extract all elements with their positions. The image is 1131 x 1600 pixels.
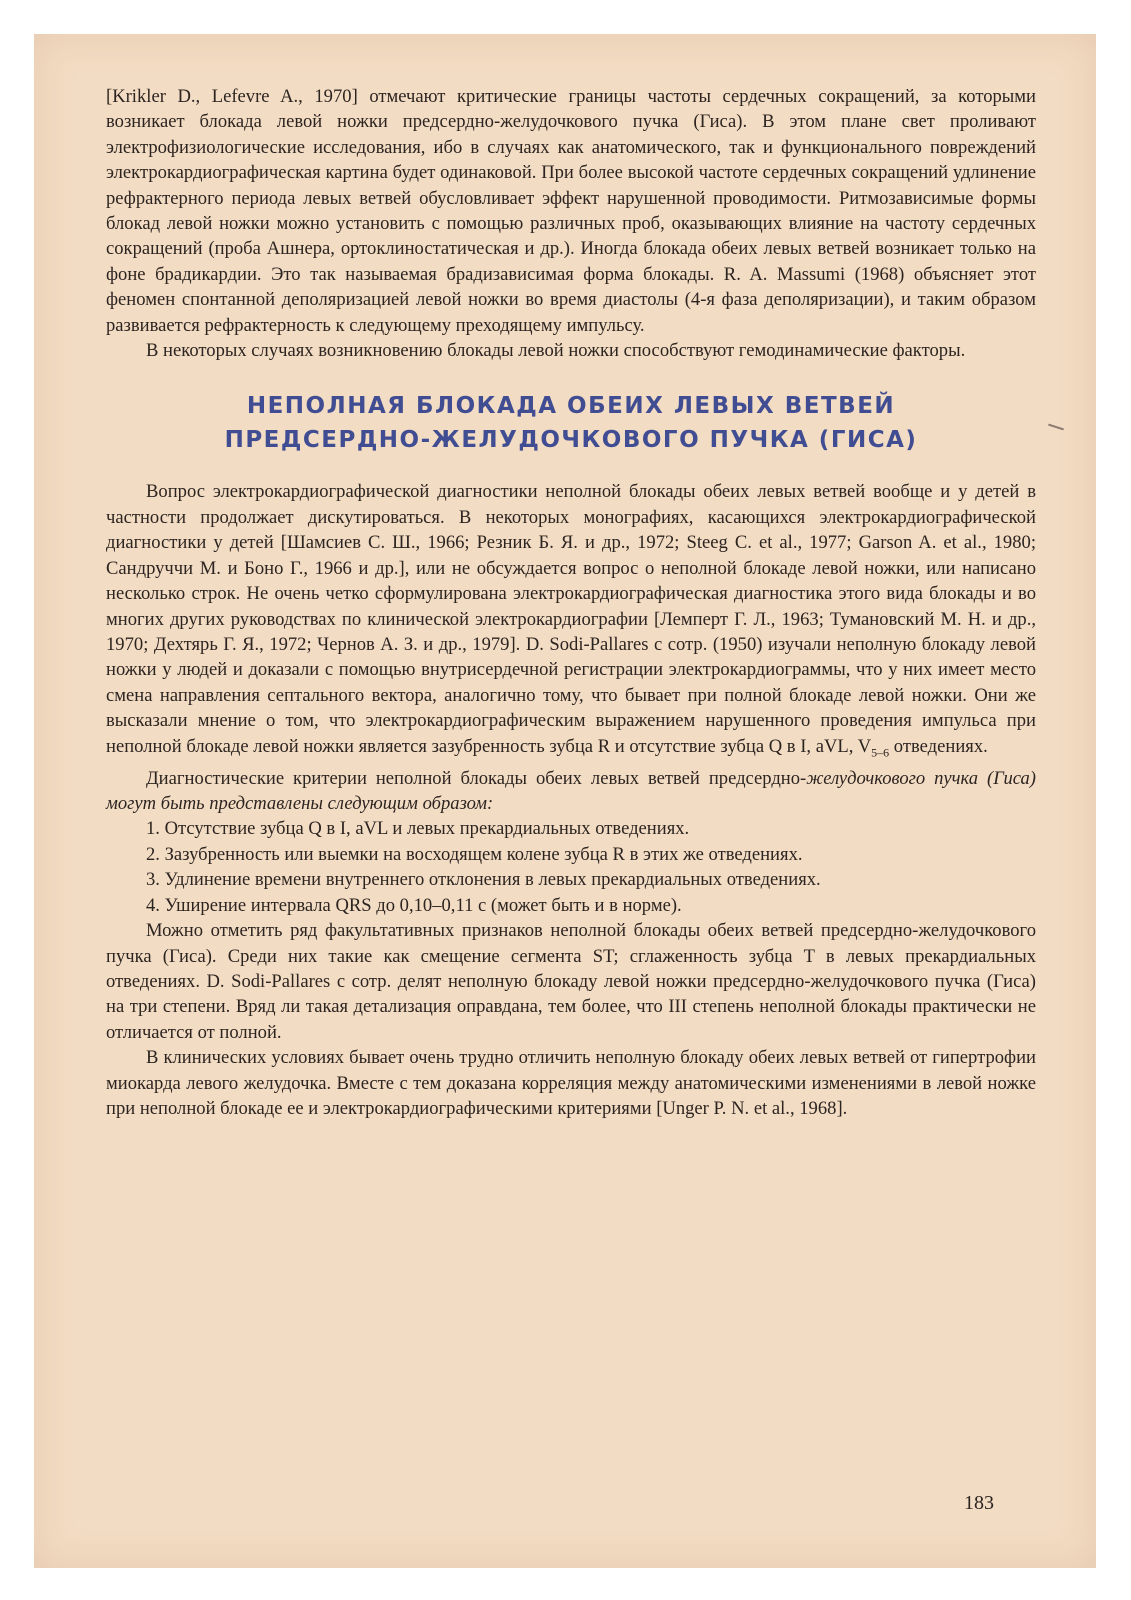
paragraph-optional-signs: Можно отметить ряд факультативных признаков неполной блокады обеих ветвей предсердно-желудочкового пучка (Гиса). Среди них такие как смещение сегмента ST; сглаженность зубца T в левых прекардиальных отведениях. D. Sodi-Pallares с сотр. делят неполную блокаду левой ножки предсердно-желудочкового пучка (Гиса) на три степени. Вряд ли такая детализация оправдана, тем более, что III степень неполной блокады практически не отличается от полной. xyxy=(106,920,1036,1043)
paragraph-diagnostics-tail: отведениях. xyxy=(889,735,988,757)
criterion-2: 2. Зазубренность или выемки на восходящем колене зубца R в этих же отведениях. xyxy=(146,843,803,865)
criterion-1: 1. Отсутствие зубца Q в I, aVL и левых прекардиальных отведениях. xyxy=(146,818,690,840)
section-heading-line-1: НЕПОЛНАЯ БЛОКАДА ОБЕИХ ЛЕВЫХ ВЕТВЕЙ xyxy=(246,393,896,420)
paragraph-hemodynamic: В некоторых случаях возникновению блокады левой ножки способствуют гемодинамические факторы. xyxy=(146,340,966,362)
criteria-intro-italic: желудочкового пучка (Гиса) могут быть представлены следующим образом: xyxy=(106,767,1036,815)
paragraph-diagnostics-text: Вопрос электрокардиографической диагностики неполной блокады обеих левых ветвей вообще и у детей в частности продолжает дискутироваться. В некоторых монографиях, касающихся электрокардиографической диагностики у детей [Шамсиев С. Ш., 1966; Резник Б. Я. и др., 1972; Steeg C. et al., 1977; Garson A. et al., 1980; Сандруччи М. и Боно Г., 1966 и др.], или не обсуждается вопрос о неполной блокаде левой ножки, или написано несколько строк. Не очень четко сформулирована электрокардиографическая диагностика этого вида блокады и во многих других руководствах по клинической электрокардиографии [Лемперт Г. Л., 1963; Тумановский М. Н. и др., 1970; Дехтярь Г. Я., 1972; Чернов А. З. и др., 1979]. D. Sodi-Pallares с сотр. (1950) изучали неполную блокаду левой ножки у людей и доказали с помощью внутрисердечной регистрации электрокардиограммы, что у них имеет место смена направления септального вектора, аналогично тому, что бывает при полной блокаде левой ножки. Они же высказали мнение о том, что электрокардиографическим выражением нарушенного проведения импульса при неполной блокаде левой ножки является зазубренность зубца R и отсутствие зубца Q в I, aVL, V xyxy=(106,481,1036,757)
page-content xyxy=(106,84,1036,1121)
book-page xyxy=(34,34,1096,1568)
paragraph-diagnostics xyxy=(106,479,1036,765)
paragraph-rhythm-dependent: [Krikler D., Lefevre A., 1970] отмечают критические границы частоты сердечных сокращений, за которыми возникает блокада левой ножки предсердно-желудочкового пучка (Гиса). В этом плане свет проливают электрофизиологические исследования, ибо в случаях как анатомического, так и функционального повреждений электрокардиографическая картина будет одинаковой. При более высокой частоте сердечных сокращений удлинение рефрактерного периода левых ветвей обусловливает эффект нарушенной проводимости. Ритмозависимые формы блокад левой ножки можно установить с помощью различных проб, оказывающих влияние на частоту сердечных сокращений (проба Ашнера, ортоклиностатическая и др.). Иногда блокада обеих левых ветвей возникает только на фоне брадикардии. Это так называемая брадизависимая форма блокады. R. A. Massumi (1968) объясняет этот феномен спонтанной деполяризацией левой ножки во время диастолы (4-я фаза деполяризации), и таким образом развивается рефрактерность к следующему преходящему импульсу. xyxy=(106,86,1036,336)
lead-subscript: 5–6 xyxy=(871,745,890,760)
criterion-3: 3. Удлинение времени внутреннего отклонения в левых прекардиальных отведениях. xyxy=(146,869,821,891)
criterion-4: 4. Уширение интервала QRS до 0,10–0,11 с (может быть и в норме). xyxy=(146,894,682,916)
section-heading-line-2: ПРЕДСЕРДНО-ЖЕЛУДОЧКОВОГО ПУЧКА (ГИСА) xyxy=(224,427,918,454)
criteria-intro xyxy=(106,766,1036,817)
criteria-intro-normal: Диагностические критерии неполной блокады обеих левых ветвей предсердно- xyxy=(146,767,807,789)
page-number: 183 xyxy=(964,1492,994,1514)
section-heading xyxy=(106,389,1036,457)
paragraph-clinical: В клинических условиях бывает очень трудно отличить неполную блокаду обеих левых ветвей от гипертрофии миокарда левого желудочка. Вместе с тем доказана корреляция между анатомическими изменениями в левой ножке при неполной блокаде ее и электрокардиографическими критериями [Unger P. N. et al., 1968]. xyxy=(106,1047,1036,1119)
page-margin-mark xyxy=(1048,424,1064,431)
